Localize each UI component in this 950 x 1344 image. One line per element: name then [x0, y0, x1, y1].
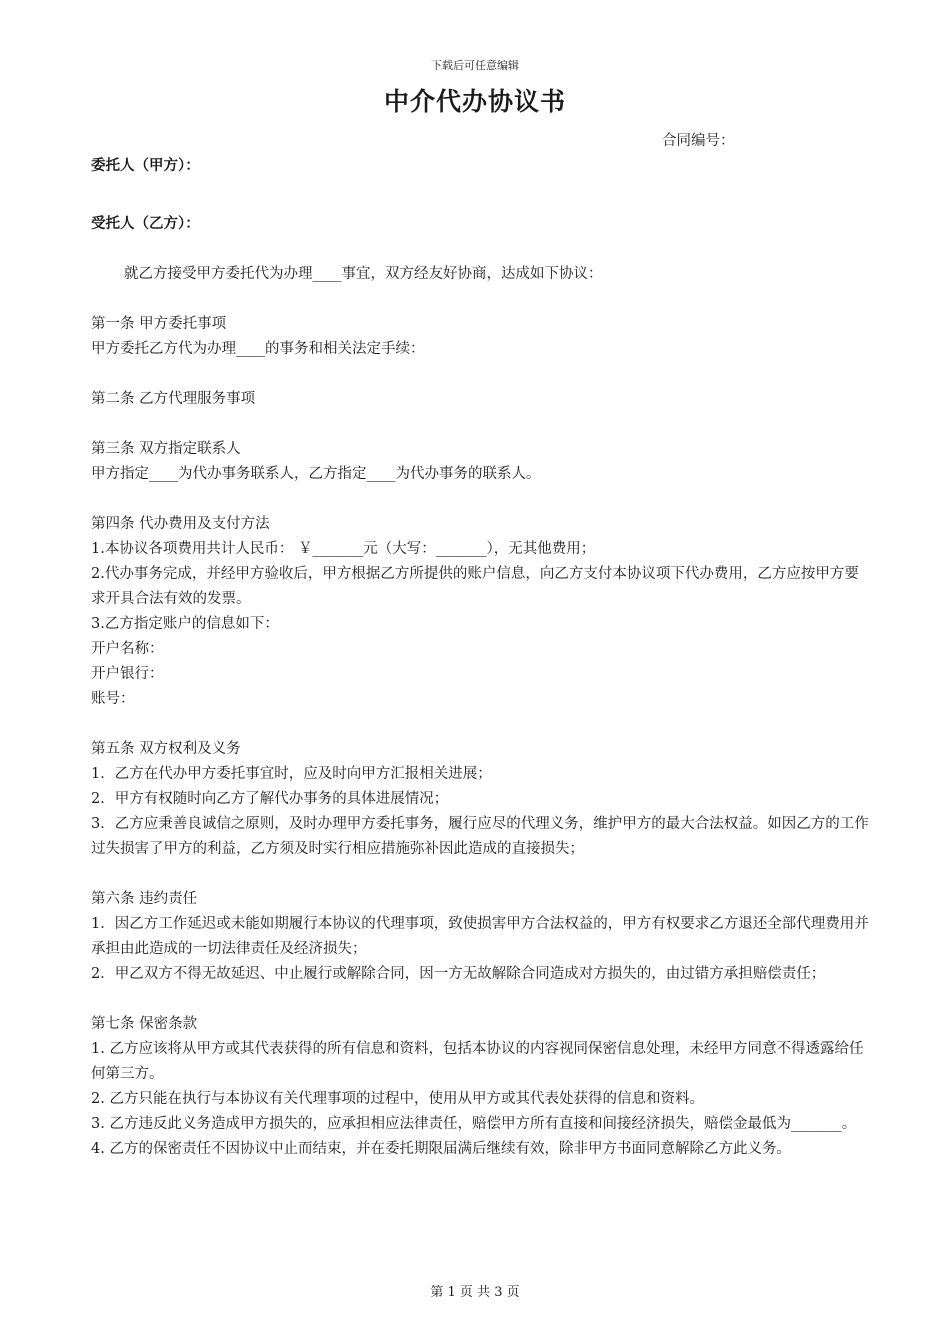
document-body: [91, 262, 869, 1162]
article-7-line: 4. 乙方的保密责任不因协议中止而结束，并在委托期限届满后继续有效，除非甲方书面同意解除乙方此义务。: [91, 1141, 791, 1157]
article-6-line: 1．因乙方工作延迟或未能如期履行本协议的代理事项，致使损害甲方合法权益的，甲方有权要求乙方退还全部代理费用并承担由此造成的一切法律责任及经济损失；: [91, 916, 869, 957]
article-7-line: 2. 乙方只能在执行与本协议有关代理事项的过程中，使用从甲方或其代表处获得的信息和资料。: [91, 1091, 704, 1107]
article-7-heading: 第七条 保密条款: [91, 1016, 198, 1032]
article-4-heading: 第四条 代办费用及支付方法: [91, 516, 270, 532]
article-6-heading: 第六条 违约责任: [91, 891, 198, 907]
account-bank-label: 开户银行：: [91, 666, 164, 682]
header-note: 下载后可任意编辑: [431, 59, 519, 72]
account-number-label: 账号：: [91, 691, 135, 707]
article-4-line: 1.本协议各项费用共计人民币： ￥_______元（大写：_______），无其他费用；: [91, 541, 596, 557]
article-1-heading: 第一条 甲方委托事项: [91, 316, 227, 332]
article-4-line: 3.乙方指定账户的信息如下：: [91, 616, 279, 632]
party-b-label: 受托人（乙方）：: [91, 216, 200, 232]
article-5-line: 3．乙方应秉善良诚信之原则，及时办理甲方委托事务，履行应尽的代理义务，维护甲方的最大合法权益。如因乙方的工作过失损害了甲方的利益，乙方须及时实行相应措施弥补因此造成的直接损失；: [91, 816, 869, 857]
article-7-line: 3. 乙方违反此义务造成甲方损失的，应承担相应法律责任，赔偿甲方所有直接和间接经济损失，赔偿金最低为_______。: [91, 1116, 857, 1132]
contract-number-label: 合同编号：: [662, 133, 735, 149]
page-number: 第 1 页 共 3 页: [430, 1285, 520, 1300]
party-a-label: 委托人（甲方）：: [91, 158, 200, 174]
article-5-line: 2．甲方有权随时向乙方了解代办事务的具体进展情况；: [91, 791, 449, 807]
article-7-line: 1. 乙方应该将从甲方或其代表获得的所有信息和资料，包括本协议的内容视同保密信息处理，未经甲方同意不得透露给任何第三方。: [91, 1041, 864, 1082]
article-1-line: 甲方委托乙方代为办理____的事务和相关法定手续：: [91, 341, 425, 357]
article-4-line: 2.代办事务完成，并经甲方验收后，甲方根据乙方所提供的账户信息，向乙方支付本协议项下代办费用，乙方应按甲方要求开具合法有效的发票。: [91, 566, 859, 607]
account-name-label: 开户名称：: [91, 641, 164, 657]
document-title: 中介代办协议书: [383, 87, 566, 116]
article-6-line: 2．甲乙双方不得无故延迟、中止履行或解除合同，因一方无故解除合同造成对方损失的，由过错方承担赔偿责任；: [91, 966, 826, 982]
article-2-heading: 第二条 乙方代理服务事项: [91, 391, 256, 407]
article-3-heading: 第三条 双方指定联系人: [91, 441, 241, 457]
article-3-line: 甲方指定____为代办事务联系人，乙方指定____为代办事务的联系人。: [91, 466, 541, 482]
article-5-line: 1．乙方在代办甲方委托事宜时，应及时向甲方汇报相关进展；: [91, 766, 492, 782]
intro-paragraph: 就乙方接受甲方委托代为办理____事宜，双方经友好协商，达成如下协议：: [124, 266, 603, 282]
article-5-heading: 第五条 双方权利及义务: [91, 741, 241, 757]
